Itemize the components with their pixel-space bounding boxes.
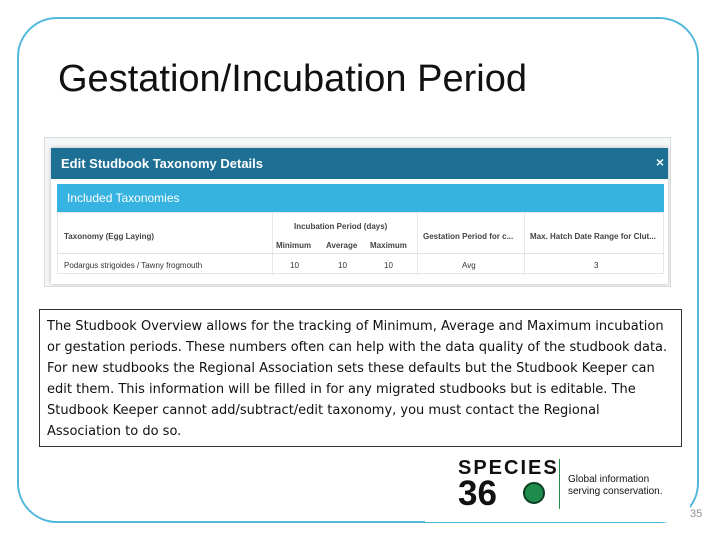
screenshot-panel [44,137,671,287]
section-title: Included Taxonomies [67,191,180,205]
row-gestation: Avg [462,261,476,270]
taxonomy-grid [57,212,664,274]
logo-tagline [568,474,688,498]
row-taxonomy: Podargus strigoides / Tawny frogmouth [64,261,203,270]
column-header-average[interactable]: Average [326,241,358,250]
logo-wordmark-species: SPECIES [458,457,559,479]
column-divider [417,213,418,275]
globe-icon [523,482,545,504]
header-divider [58,253,663,254]
logo-wordmark-360: 36 [458,474,497,513]
column-divider [272,213,273,275]
edit-taxonomy-modal [51,148,668,284]
slide-title: Gestation/Incubation Period [58,58,527,100]
close-icon[interactable]: × [655,154,664,170]
logo-tagline-line1: Global information [568,474,650,485]
row-maximum: 10 [384,261,393,270]
column-header-taxonomy[interactable]: Taxonomy (Egg Laying) [64,232,155,241]
modal-header [51,148,668,179]
row-hatch-range: 3 [594,261,599,270]
modal-title: Edit Studbook Taxonomy Details [61,156,264,171]
row-minimum: 10 [290,261,299,270]
column-header-minimum[interactable]: Minimum [276,241,312,250]
column-divider [524,213,525,275]
included-taxonomies-header[interactable] [57,184,664,212]
species360-logo [425,452,690,522]
column-header-gestation[interactable]: Gestation Period for c... [423,232,514,241]
incubation-group-header: Incubation Period (days) [294,222,388,231]
description-box [39,309,682,447]
page-number: 35 [690,508,703,520]
logo-tagline-line2: serving conservation. [568,486,663,497]
row-average: 10 [338,261,347,270]
column-header-maximum[interactable]: Maximum [370,241,407,250]
logo-divider [559,459,560,509]
description-text: The Studbook Overview allows for the tracking of Minimum, Average and Maximum incubation or gestation periods. These numbers often can help with the data quality of the studbook data. For new studbooks the Regional Association sets these defaults but the Studbook Keeper can edit them. This information will be filled in for any migrated studbooks but is editable. The Studbook Keeper cannot add/subtract/edit taxonomy, you must contact the Regional Association to do so. [47,319,668,439]
column-header-hatch-range[interactable]: Max. Hatch Date Range for Clut... [530,232,656,241]
